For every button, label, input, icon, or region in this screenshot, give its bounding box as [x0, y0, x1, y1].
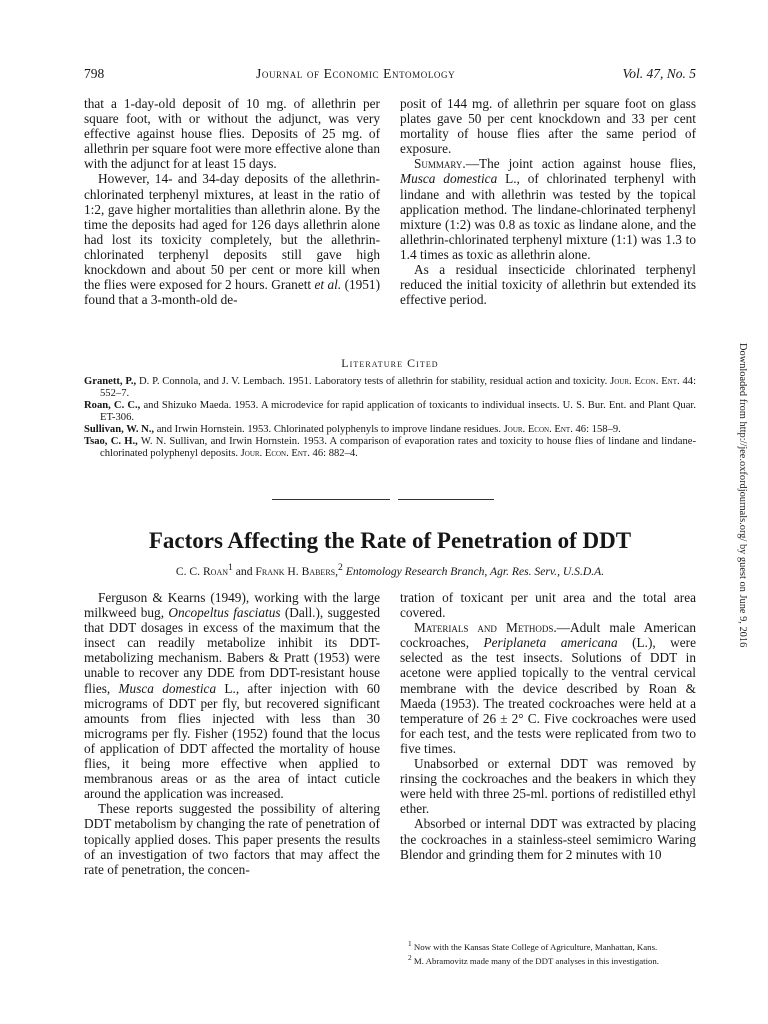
reference-item: Granett, P., D. P. Connola, and J. V. Lembach. 1951. Laboratory tests of allethrin for stability, residual action and toxicity. Jour. Econ. Ent. 44: 552–7. — [84, 376, 697, 399]
footnote: $^1$ Now with the Kansas State College of Agriculture, Manhattan, Kans. — [408, 939, 658, 952]
reference-item: Tsao, C. H., W. N. Sullivan, and Irwin Hornstein. 1953. A comparison of evaporation rates and toxicity to house flies of lindane and lindane-chlorinated polyphenyl deposits. Jour. Econ. Ent. 46: 882–4. — [84, 436, 696, 459]
previous-article-column-right — [400, 96, 696, 307]
article-column-right — [400, 590, 696, 862]
author-line: C. C. Roan$^1$ and Frank H. Babers,$^2$ Entomology Research Branch, Agr. Res. Serv., U.S.D.A. — [175, 562, 605, 578]
running-header — [84, 66, 696, 88]
paragraph: Unabsorbed or external DDT was removed by rinsing the cockroaches and the beakers in which they were held with three 25-ml. portions of redistilled ethyl ether. — [400, 756, 696, 817]
download-watermark: Downloaded from http://jee.oxfordjournals.org/ by guest on June 9, 2016 — [737, 343, 748, 648]
footnotes — [400, 939, 696, 967]
reference-item: Roan, C. C., and Shizuko Maeda. 1953. A microdevice for rapid application of toxicants to individual insects. U. S. Bur. Ent. and Plant Quar. ET-306. — [84, 400, 696, 423]
summary-paragraph: Summary.—The joint action against house flies, Musca domestica L., of chlorinated terphenyl with lindane and with allethrin was tested by the topical application method. The lindane-chlorinated terphenyl mixture (1:2) was 0.8 as toxic as lindane alone, and the allethrin-chlorinated terphenyl mixture (1:1) was 1.3 to 1.4 times as toxic as allethrin alone. — [400, 156, 696, 262]
article-column-left — [84, 590, 380, 877]
journal-name: Journal of Economic Entomology — [256, 66, 456, 81]
footnote: $^2$ M. Abramovitz made many of the DDT analyses in this investigation. — [408, 952, 660, 966]
paragraph: tration of toxicant per unit area and the total area covered. — [400, 590, 696, 621]
affiliation: Entomology Research Branch, Agr. Res. Serv., U.S.D.A. — [345, 564, 605, 578]
author-name: C. C. Roan — [175, 564, 229, 578]
paragraph: that a 1-day-old deposit of 10 mg. of allethrin per square foot, with or without the adjunct, was very effective against house flies. Deposits of 25 mg. of allethrin per square foot were more effective alone than with the adjunct for at least 15 days. — [84, 96, 380, 172]
section-divider — [272, 499, 390, 500]
author-name: Frank H. Babers, — [255, 564, 339, 578]
methods-paragraph: Materials and Methods.—Adult male American cockroaches, Periplaneta americana (L.), were selected as the test insects. Solutions of DDT in acetone were applied topically to the ventral cervical membrane with the device described by Roan & Maeda (1953). The treated cockroaches were held at a temperature of 26 ± 2° C. Five cockroaches were used for each test, and the tests were replicated from two to five times. — [400, 620, 696, 756]
page-number: 798 — [84, 66, 105, 81]
volume-issue: Vol. 47, No. 5 — [622, 66, 696, 81]
paragraph: Ferguson & Kearns (1949), working with the large milkweed bug, Oncopeltus fasciatus (Dall.), suggested that DDT dosages in excess of the maximum that the insect can readily metabolize inhibit its DDT-metabolizing mechanism. Babers & Pratt (1953) were unable to recover any DDE from DDT-resistant house flies, Musca domestica L., after injection with 60 micrograms of DDT per fly, but recovered significant amounts from flies injected with less than 30 micrograms per fly. Fisher (1952) found that the locus of application of DDT affected the mortality of house flies, it being more effective when applied to membranous areas or as the area of intact cuticle around the application was increased. — [84, 590, 381, 802]
paragraph: posit of 144 mg. of allethrin per square foot on glass plates gave 50 per cent knockdown and 33 per cent mortality of house flies after the same period of exposure. — [400, 96, 696, 157]
section-divider — [398, 499, 494, 500]
reference-item: Sullivan, W. N., and Irwin Hornstein. 1953. Chlorinated polyphenyls to improve lindane residues. Jour. Econ. Ent. 46: 158–9. — [84, 424, 621, 435]
previous-article-column-left — [84, 96, 380, 307]
reference-list — [84, 376, 696, 460]
article-title: Factors Affecting the Rate of Penetration of DDT — [148, 528, 632, 553]
paragraph: As a residual insecticide chlorinated terphenyl reduced the initial toxicity of allethrin but extended its effective period. — [400, 262, 696, 308]
literature-cited-heading: Literature Cited — [341, 356, 439, 370]
methods-label: Materials and Methods. — [414, 620, 557, 636]
summary-label: Summary. — [414, 156, 466, 172]
paragraph: Absorbed or internal DDT was extracted by placing the cockroaches in a stainless-steel semimicro Waring Blendor and grinding them for 2 minutes with 10 — [400, 816, 696, 862]
paragraph: However, 14- and 34-day deposits of the allethrin-chlorinated terphenyl mixtures, at least in the ratio of 1:2, gave higher mortalities than allethrin alone. By the time the deposits had aged for 126 days allethrin alone had lost its toxicity completely, but the allethrin-chlorinated terphenyl deposits still gave high knockdown and about 50 per cent or more kill when the flies were exposed for 2 hours. Granett et al. (1951) found that a 3-month-old de- — [84, 171, 381, 308]
paragraph: These reports suggested the possibility of altering DDT metabolism by changing the rate of penetration of topically applied doses. This paper presents the results of an investigation of two factors that may affect the rate of penetration, the concen- — [84, 801, 380, 877]
